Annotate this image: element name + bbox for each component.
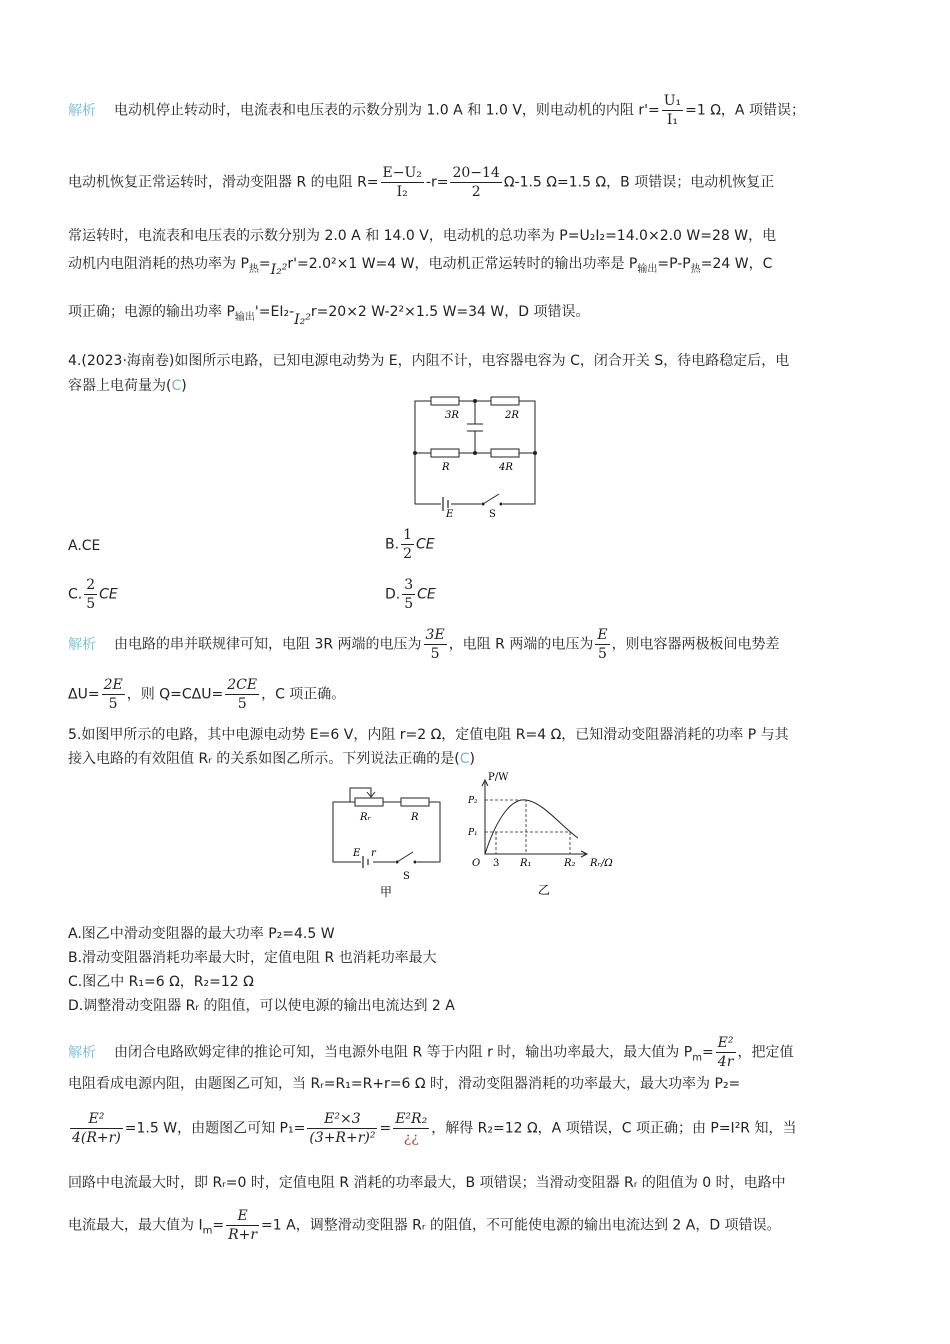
svg-text:3R: 3R (445, 410, 459, 421)
prev-solution-line-3: 常运转时，电流表和电压表的示数分别为 2.0 A 和 14.0 V，电动机的总功率为 P=U₂I₂=14.0×2.0 W=28 W，电 (68, 228, 777, 244)
resistor-2r (491, 397, 519, 405)
q4-answer: C (171, 378, 182, 394)
q4-option-b: B. $\frac{1}{2}$ CE (385, 527, 435, 562)
svg-text:S: S (403, 871, 410, 882)
prev-solution-line-1: 解析 电动机停止转动时，电流表和电压表的示数分别为 1.0 A 和 1.0 V，则电动机的内阻 r'= $\frac{\text{U₁}}{\text{I₁}}$ =1 Ω，A 项错误； (68, 93, 805, 128)
prev-solution-line-5: 项正确；电源的输出功率 $P_{输出}'=EI_2-I_2^2r=20\times 2$ W-2²×1.5 W=34 W，D 项错误。 (68, 304, 590, 328)
svg-text:S: S (489, 509, 496, 520)
svg-text:r: r (371, 848, 376, 859)
q4-circuit-diagram (405, 396, 555, 520)
svg-text:4R: 4R (499, 462, 513, 473)
svg-text:E: E (353, 848, 361, 859)
q5-solution-line-2: 电阻看成电源内阻，由题图乙可知，当 Rᵣ=R₁=R+r=6 Ω 时，滑动变阻器消耗的功率最大，最大功率为 P₂= (68, 1076, 741, 1092)
q4-stem-line-2: 容器上电荷量为(C) (68, 378, 187, 394)
q5-option-b: B.滑动变阻器消耗功率最大时，定值电阻 R 也消耗功率最大 (68, 950, 437, 966)
power-curve (485, 800, 578, 854)
svg-text:O: O (472, 858, 481, 869)
rheostat-rr (355, 798, 383, 806)
q4-option-a: A.CE (68, 538, 101, 554)
svg-text:2R: 2R (505, 410, 519, 421)
solution-label: 解析 (68, 102, 96, 119)
q5-option-c: C.图乙中 R₁=6 Ω，R₂=12 Ω (68, 974, 254, 990)
svg-text:R: R (442, 462, 450, 473)
q5-solution-line-1: 解析 由闭合电路欧姆定律的推论可知，当电源外电阻 R 等于内阻 r 时，输出功率最大，最大值为 $P_m=$ $\frac{\text{E²}}{4r}$ ，把定值 (68, 1035, 794, 1070)
svg-text:R₂: R₂ (564, 858, 576, 869)
resistor-4r (491, 449, 519, 457)
q4-option-d: D. $\frac{3}{5}$ CE (385, 577, 436, 612)
q5-stem-line-2: 接入电路的有效阻值 Rᵣ 的关系如图乙所示。下列说法正确的是(C) (68, 751, 475, 767)
q5-option-d: D.调整滑动变阻器 Rᵣ 的阻值，可以使电源的输出电流达到 2 A (68, 998, 455, 1014)
svg-text:Rᵣ/Ω: Rᵣ/Ω (590, 858, 613, 869)
prev-solution-line-4: 动机内电阻消耗的热功率为 $P_热=I_2^2r'=2.0^2\times 1$ W=4 W，电动机正常运转时的输出功率是 $P_{输出}=P-P_热=24$ W，C (68, 256, 773, 278)
svg-text:R₁: R₁ (520, 858, 532, 869)
q5-solution-line-5: 电流最大，最大值为 $I_m=$ $\frac{E}{R+r}$ =1 A，调整滑动变阻器 Rᵣ 的阻值，不可能使电源的输出电流达到 2 A，D 项错误。 (68, 1208, 781, 1243)
q5-power-graph (468, 770, 628, 900)
q4-stem-line-1: 4.(2023·海南卷)如图所示电路，已知电源电动势为 E，内阻不计，电容器电容为 C，闭合开关 S，待电路稳定后，电 (68, 353, 790, 369)
q5-answer: C (459, 751, 470, 767)
svg-text:E: E (446, 509, 454, 520)
fraction: $\frac{\text{E−U₂}}{\text{I₂}}$ (382, 165, 422, 200)
resistor-3r (431, 397, 459, 405)
resistor-r (431, 449, 459, 457)
svg-text:3: 3 (493, 858, 500, 869)
q5-circuit-diagram (325, 780, 450, 900)
svg-text:R: R (411, 812, 419, 823)
svg-text:甲: 甲 (380, 885, 393, 899)
svg-text:P/W: P/W (488, 772, 509, 783)
q5-option-a: A.图乙中滑动变阻器的最大功率 P₂=4.5 W (68, 926, 335, 942)
svg-text:乙: 乙 (538, 883, 551, 897)
q5-stem-line-1: 5.如图甲所示的电路，其中电源电动势 E=6 V，内阻 r=2 Ω，定值电阻 R=4 Ω，已知滑动变阻器消耗的功率 P 与其 (68, 727, 789, 743)
svg-text:Rᵣ: Rᵣ (360, 812, 372, 823)
q5-solution-line-3: $\frac{\text{E²}}{4(R+r)}$ =1.5 W，由题图乙可知 P₁= $\frac{\text{E²×3}}{\text{(3+R+r)²}}$ = $\frac{\text{E²R₂}}{¿¿}$ ，解得 R₂=12 Ω，A 项错误，C 项正确；由 P=I²R 知，当 (72, 1111, 797, 1146)
fraction: $\frac{20-14}{2}$ (452, 165, 500, 200)
prev-solution-line-2: 电动机恢复正常运转时，滑动变阻器 R 的电阻 R= $\frac{\text{E−U₂}}{\text{I₂}}$ -r= $\frac{20-14}{2}$ Ω-1.5 Ω=1.5 Ω，B 项错误；电动机恢复正 (68, 165, 775, 200)
q4-solution-line-1: 解析 由电路的串并联规律可知，电阻 3R 两端的电压为 $\frac{3E}{5}$ ，电阻 R 两端的电压为 $\frac{E}{5}$ ，则电容器两极板间电势差 (68, 627, 780, 662)
q4-option-c: C. $\frac{2}{5}$ CE (68, 577, 118, 612)
q5-solution-line-4: 回路中电流最大时，即 Rᵣ=0 时，定值电阻 R 消耗的功率最大，B 项错误；当滑动变阻器 Rᵣ 的阻值为 0 时，电路中 (68, 1175, 786, 1191)
q4-solution-line-2: ΔU= $\frac{2E}{5}$ ，则 Q=CΔU= $\frac{2CE}{5}$ ，C 项正确。 (68, 677, 346, 712)
fraction: $\frac{\text{U₁}}{\text{I₁}}$ (663, 93, 682, 128)
svg-text:P₂: P₂ (468, 796, 478, 806)
resistor-r (401, 798, 429, 806)
svg-text:P₁: P₁ (468, 828, 478, 838)
